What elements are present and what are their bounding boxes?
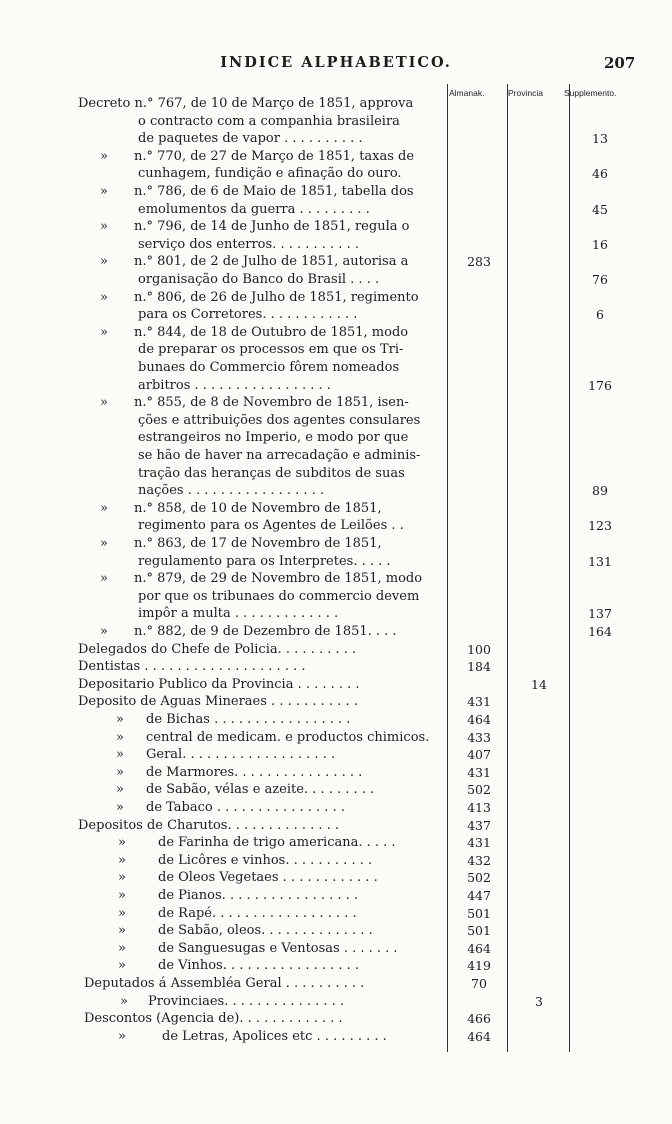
entry-text: de Letras, Apolices etc . . . . . . . . . [162, 1028, 387, 1044]
index-entry [0, 747, 672, 765]
index-entry [0, 254, 672, 272]
index-entry [0, 290, 672, 308]
entry-text: n.° 882, de 9 de Dezembro de 1851. . . . [134, 624, 397, 639]
ditto-mark: » [100, 571, 108, 587]
entry-text: regulamento para os Interpretes. . . . . [138, 553, 391, 569]
provincia-page-ref: 14 [531, 676, 547, 692]
entry-text: de Pianos. . . . . . . . . . . . . . . . . [158, 888, 359, 903]
entry-text: de Licôres e vinhos. . . . . . . . . . . [158, 852, 373, 868]
entry-text: n.° 806, de 26 de Julho de 1851, regimento [134, 289, 419, 305]
provincia-page-ref: 3 [535, 993, 543, 1009]
entry-text: serviço dos enterros. . . . . . . . . . . [138, 236, 359, 252]
column-header-supplemento: Supplemento. [564, 88, 617, 98]
index-entry [0, 483, 672, 501]
ditto-mark: » [118, 905, 126, 921]
almanak-page-ref: 432 [467, 852, 491, 868]
ditto-mark: » [118, 940, 126, 956]
column-header-provincia: Provincia [508, 88, 543, 98]
entry-text: Depositario Publico da Provincia . . . . . . . . [78, 676, 360, 692]
almanak-page-ref: 283 [467, 254, 491, 270]
ditto-mark: » [118, 870, 126, 886]
index-entry [0, 694, 672, 712]
index-entry [0, 765, 672, 783]
entry-text: por que os tribunaes do commercio devem [138, 588, 420, 604]
entry-text: estrangeiros no Imperio, e modo por que [138, 430, 409, 446]
index-entry [0, 941, 672, 959]
index-entry [0, 712, 672, 730]
index-entry [0, 272, 672, 290]
entry-text: para os Corretores. . . . . . . . . . . . [138, 307, 358, 323]
entry-text: de Bichas . . . . . . . . . . . . . . . . . [146, 712, 351, 727]
almanak-page-ref: 502 [467, 782, 491, 798]
entry-text: n.° 770, de 27 de Março de 1851, taxas de [134, 148, 415, 164]
entry-text: n.° 879, de 29 de Novembro de 1851, modo [134, 571, 423, 587]
ditto-mark: » [100, 289, 108, 305]
index-entry [0, 466, 672, 484]
entry-text: Deputados á Assembléa Geral . . . . . . . . . . [84, 976, 365, 991]
supplemento-page-ref: 89 [592, 483, 608, 499]
entry-text: se hão de haver na arrecadação e adminis- [138, 448, 421, 463]
ditto-mark: » [100, 324, 108, 340]
almanak-page-ref: 501 [467, 905, 491, 921]
index-entry [0, 800, 672, 818]
entry-text: n.° 796, de 14 de Junho de 1851, regula o [134, 219, 410, 235]
index-entry [0, 818, 672, 836]
almanak-page-ref: 431 [467, 694, 491, 710]
entry-text: de Farinha de trigo americana. . . . . [158, 835, 396, 851]
almanak-page-ref: 407 [467, 747, 491, 763]
supplemento-page-ref: 131 [588, 553, 612, 569]
supplemento-page-ref: 6 [596, 307, 604, 323]
entry-text: de preparar os processos em que os Tri- [138, 342, 404, 358]
index-entry [0, 131, 672, 149]
index-entry [0, 906, 672, 924]
index-entry [0, 166, 672, 184]
entry-text: de Sabão, oleos. . . . . . . . . . . . . . [158, 923, 373, 939]
supplemento-page-ref: 46 [592, 166, 608, 182]
ditto-mark: » [118, 888, 126, 903]
index-entry [0, 589, 672, 607]
index-entry [0, 571, 672, 589]
index-entry [0, 202, 672, 220]
entry-text: de Sabão, vélas e azeite. . . . . . . . . [146, 782, 375, 798]
almanak-page-ref: 433 [467, 729, 491, 745]
almanak-page-ref: 447 [467, 888, 491, 903]
almanak-page-ref: 464 [467, 712, 491, 727]
almanak-page-ref: 413 [467, 800, 491, 815]
index-entry [0, 1029, 672, 1047]
index-entry [0, 307, 672, 325]
ditto-mark: » [116, 782, 124, 798]
entry-text: tração das heranças de subditos de suas [138, 465, 405, 481]
ditto-mark: » [116, 747, 124, 763]
entry-text: nações . . . . . . . . . . . . . . . . . [138, 483, 325, 499]
entry-text: cunhagem, fundição e afinação do ouro. [138, 166, 402, 182]
supplemento-page-ref: 16 [592, 236, 608, 252]
index-entry [0, 624, 672, 642]
supplemento-page-ref: 76 [592, 272, 608, 287]
almanak-page-ref: 184 [467, 659, 491, 675]
entry-text: organisação do Banco do Brasil . . . . [138, 272, 380, 287]
index-entry [0, 853, 672, 871]
almanak-page-ref: 431 [467, 835, 491, 851]
ditto-mark: » [118, 852, 126, 868]
ditto-mark: » [100, 395, 108, 411]
index-entry [0, 184, 672, 202]
index-entry [0, 342, 672, 360]
supplemento-page-ref: 13 [592, 131, 608, 147]
entry-text: Provinciaes. . . . . . . . . . . . . . . [148, 993, 345, 1009]
ditto-mark: » [100, 219, 108, 235]
entry-text: n.° 786, de 6 de Maio de 1851, tabella dos [134, 184, 414, 199]
index-entry [0, 554, 672, 572]
ditto-mark: » [118, 923, 126, 939]
index-entry [0, 677, 672, 695]
supplemento-page-ref: 164 [588, 624, 612, 639]
index-entry [0, 888, 672, 906]
supplemento-page-ref: 176 [588, 377, 612, 393]
ditto-mark: » [100, 624, 108, 639]
ditto-mark: » [116, 764, 124, 780]
ditto-mark: » [116, 729, 124, 745]
entry-text: de Rapé. . . . . . . . . . . . . . . . . . [158, 905, 357, 921]
entry-text: n.° 858, de 10 de Novembro de 1851, [134, 500, 382, 516]
entry-text: Depositos de Charutos. . . . . . . . . . . . . . [78, 817, 340, 833]
index-entry [0, 606, 672, 624]
index-entry [0, 237, 672, 255]
entry-text: de Oleos Vegetaes . . . . . . . . . . . . [158, 870, 378, 886]
ditto-mark: » [116, 712, 124, 727]
entry-text: Descontos (Agencia de). . . . . . . . . . . . . [84, 1011, 343, 1027]
ditto-mark: » [100, 254, 108, 270]
entry-text: de Vinhos. . . . . . . . . . . . . . . . . [158, 958, 360, 974]
index-entry [0, 870, 672, 888]
supplemento-page-ref: 137 [588, 606, 612, 622]
index-entry [0, 501, 672, 519]
index-entry [0, 536, 672, 554]
ditto-mark: » [116, 800, 124, 815]
entry-text: n.° 844, de 18 de Outubro de 1851, modo [134, 324, 409, 340]
entry-text: de paquetes de vapor . . . . . . . . . . [138, 131, 363, 147]
index-entry [0, 1011, 672, 1029]
entry-text: de Tabaco . . . . . . . . . . . . . . . . [146, 800, 345, 815]
index-entry [0, 518, 672, 536]
almanak-page-ref: 70 [471, 976, 487, 991]
entry-text: Delegados do Chefe de Policia. . . . . . . . . . [78, 641, 357, 657]
entry-text: de Marmores. . . . . . . . . . . . . . . . [146, 764, 363, 780]
ditto-mark: » [118, 1028, 126, 1044]
entry-text: de Sanguesugas e Ventosas . . . . . . . [158, 940, 398, 956]
almanak-page-ref: 419 [467, 958, 491, 974]
index-entry [0, 114, 672, 132]
entry-text: regimento para os Agentes de Leilões . . [138, 518, 404, 534]
entry-text: Geral. . . . . . . . . . . . . . . . . . . [146, 747, 336, 763]
entry-text: arbitros . . . . . . . . . . . . . . . . . [138, 377, 331, 393]
index-entry [0, 413, 672, 431]
index-entry [0, 395, 672, 413]
entry-text: n.° 863, de 17 de Novembro de 1851, [134, 536, 382, 551]
entry-text: bunaes do Commercio fôrem nomeados [138, 360, 400, 375]
entry-text: central de medicam. e productos chimicos. [146, 729, 430, 745]
entry-text: emolumentos da guerra . . . . . . . . . [138, 201, 370, 217]
index-entry [0, 642, 672, 660]
almanak-page-ref: 466 [467, 1011, 491, 1027]
entry-text: Deposito de Aguas Mineraes . . . . . . . . . . . [78, 694, 358, 710]
index-entry [0, 923, 672, 941]
index-title: INDICE ALPHABETICO. [220, 54, 452, 71]
ditto-mark: » [120, 993, 128, 1009]
almanak-page-ref: 100 [467, 641, 491, 657]
index-entry [0, 835, 672, 853]
index-entry [0, 430, 672, 448]
ditto-mark: » [100, 184, 108, 199]
entry-text: Decreto n.° 767, de 10 de Março de 1851, approva [78, 96, 414, 111]
index-entry [0, 96, 672, 114]
supplemento-page-ref: 123 [588, 518, 612, 534]
index-entry [0, 994, 672, 1012]
index-entry [0, 219, 672, 237]
entry-text: n.° 855, de 8 de Novembro de 1851, isen- [134, 395, 409, 411]
index-entry [0, 378, 672, 396]
entry-text: Dentistas . . . . . . . . . . . . . . . . . . . . [78, 659, 306, 675]
entry-text: ções e attribuições dos agentes consulares [138, 412, 421, 428]
index-entry [0, 730, 672, 748]
page-number: 207 [604, 54, 636, 72]
index-entry [0, 149, 672, 167]
almanak-page-ref: 464 [467, 1028, 491, 1044]
ditto-mark: » [100, 536, 108, 551]
ditto-mark: » [118, 835, 126, 851]
ditto-mark: » [100, 500, 108, 516]
almanak-page-ref: 501 [467, 923, 491, 939]
index-entry [0, 325, 672, 343]
ditto-mark: » [100, 148, 108, 164]
column-header-almanak: Almanak. [449, 88, 485, 98]
entry-text: impôr a multa . . . . . . . . . . . . . [138, 606, 339, 622]
index-entry [0, 976, 672, 994]
almanak-page-ref: 502 [467, 870, 491, 886]
almanak-page-ref: 464 [467, 940, 491, 956]
entry-text: o contracto com a companhia brasileira [138, 113, 400, 129]
entry-text: n.° 801, de 2 de Julho de 1851, autorisa a [134, 254, 409, 270]
almanak-page-ref: 437 [467, 817, 491, 833]
index-entry [0, 782, 672, 800]
index-entry [0, 448, 672, 466]
index-entry [0, 659, 672, 677]
index-entry [0, 360, 672, 378]
ditto-mark: » [118, 958, 126, 974]
supplemento-page-ref: 45 [592, 201, 608, 217]
index-entry [0, 958, 672, 976]
almanak-page-ref: 431 [467, 764, 491, 780]
